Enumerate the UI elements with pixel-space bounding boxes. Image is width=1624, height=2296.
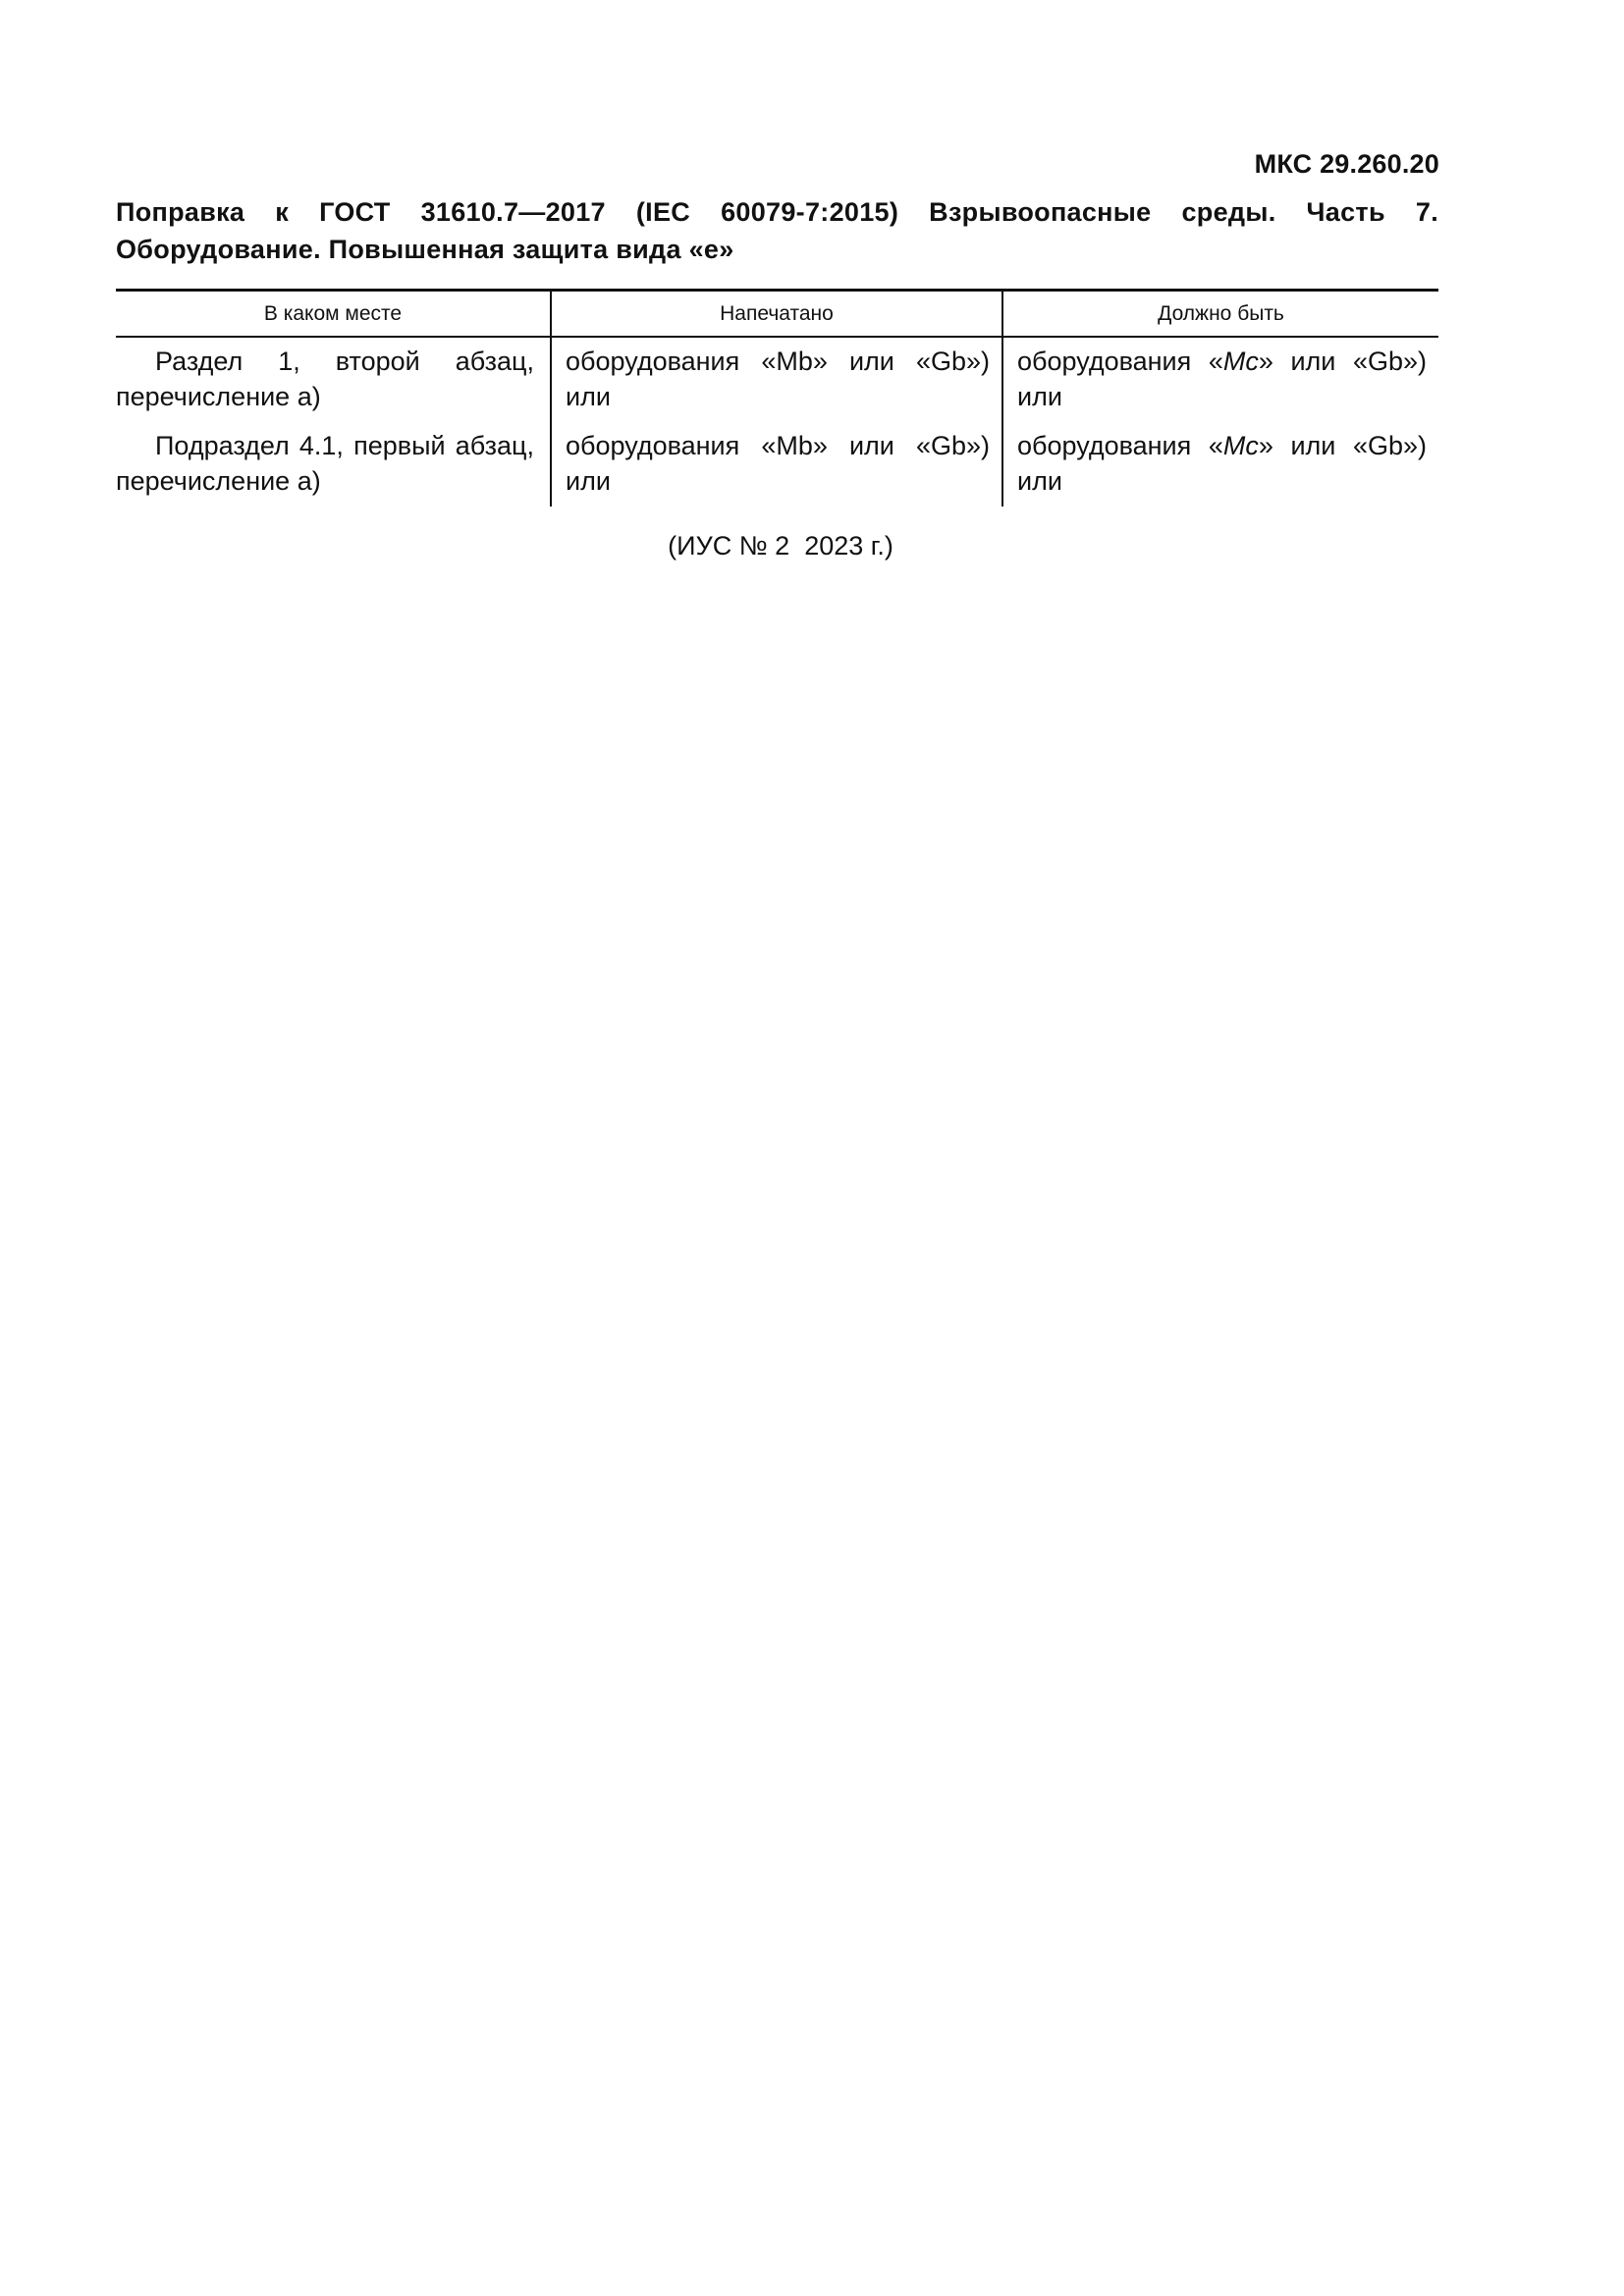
correct-text-suffix: » или «Gb»)	[1258, 431, 1427, 460]
correct-text-italic: Mc	[1222, 431, 1259, 460]
printed-text-continuation: или	[566, 382, 611, 411]
table-row	[116, 337, 1438, 422]
printed-text-line: оборудования «Mb» или «Gb»)	[566, 347, 990, 376]
publication-reference	[0, 531, 1561, 561]
printed-cell	[551, 337, 1002, 422]
correct-text-prefix: оборудования «	[1017, 431, 1223, 460]
publication-reference-text: (ИУС № 2 2023 г.)	[668, 531, 893, 561]
column-header-location: В каком месте	[116, 291, 551, 338]
correct-text-line	[1017, 344, 1427, 379]
correct-text-prefix: оборудования «	[1017, 347, 1223, 376]
table-header-row	[116, 291, 1438, 338]
location-cell: Подраздел 4.1, первый абзац, перечисление а)	[116, 431, 534, 496]
correct-cell	[1002, 337, 1438, 422]
printed-text-line: оборудования «Mb» или «Gb»)	[566, 431, 990, 460]
column-header-correct: Должно быть	[1002, 291, 1438, 338]
printed-text-continuation: или	[566, 466, 611, 496]
printed-cell	[551, 422, 1002, 507]
table-row	[116, 422, 1438, 507]
column-header-printed: Напечатано	[551, 291, 1002, 338]
correct-text-continuation: или	[1017, 382, 1062, 411]
classification-code: МКС 29.260.20	[1254, 149, 1439, 179]
correct-text-line	[1017, 428, 1427, 463]
correct-text-italic: Mc	[1222, 347, 1259, 376]
location-cell: Раздел 1, второй абзац, перечисление а)	[116, 347, 534, 411]
document-title: Поправка к ГОСТ 31610.7—2017 (IEC 60079-7:2015) Взрывоопасные среды. Часть 7. Оборудование. Повышенная защита вида «е»	[116, 197, 1438, 264]
corrections-table	[116, 289, 1438, 507]
correct-text-continuation: или	[1017, 466, 1062, 496]
correct-cell	[1002, 422, 1438, 507]
correct-text-suffix: » или «Gb»)	[1258, 347, 1427, 376]
